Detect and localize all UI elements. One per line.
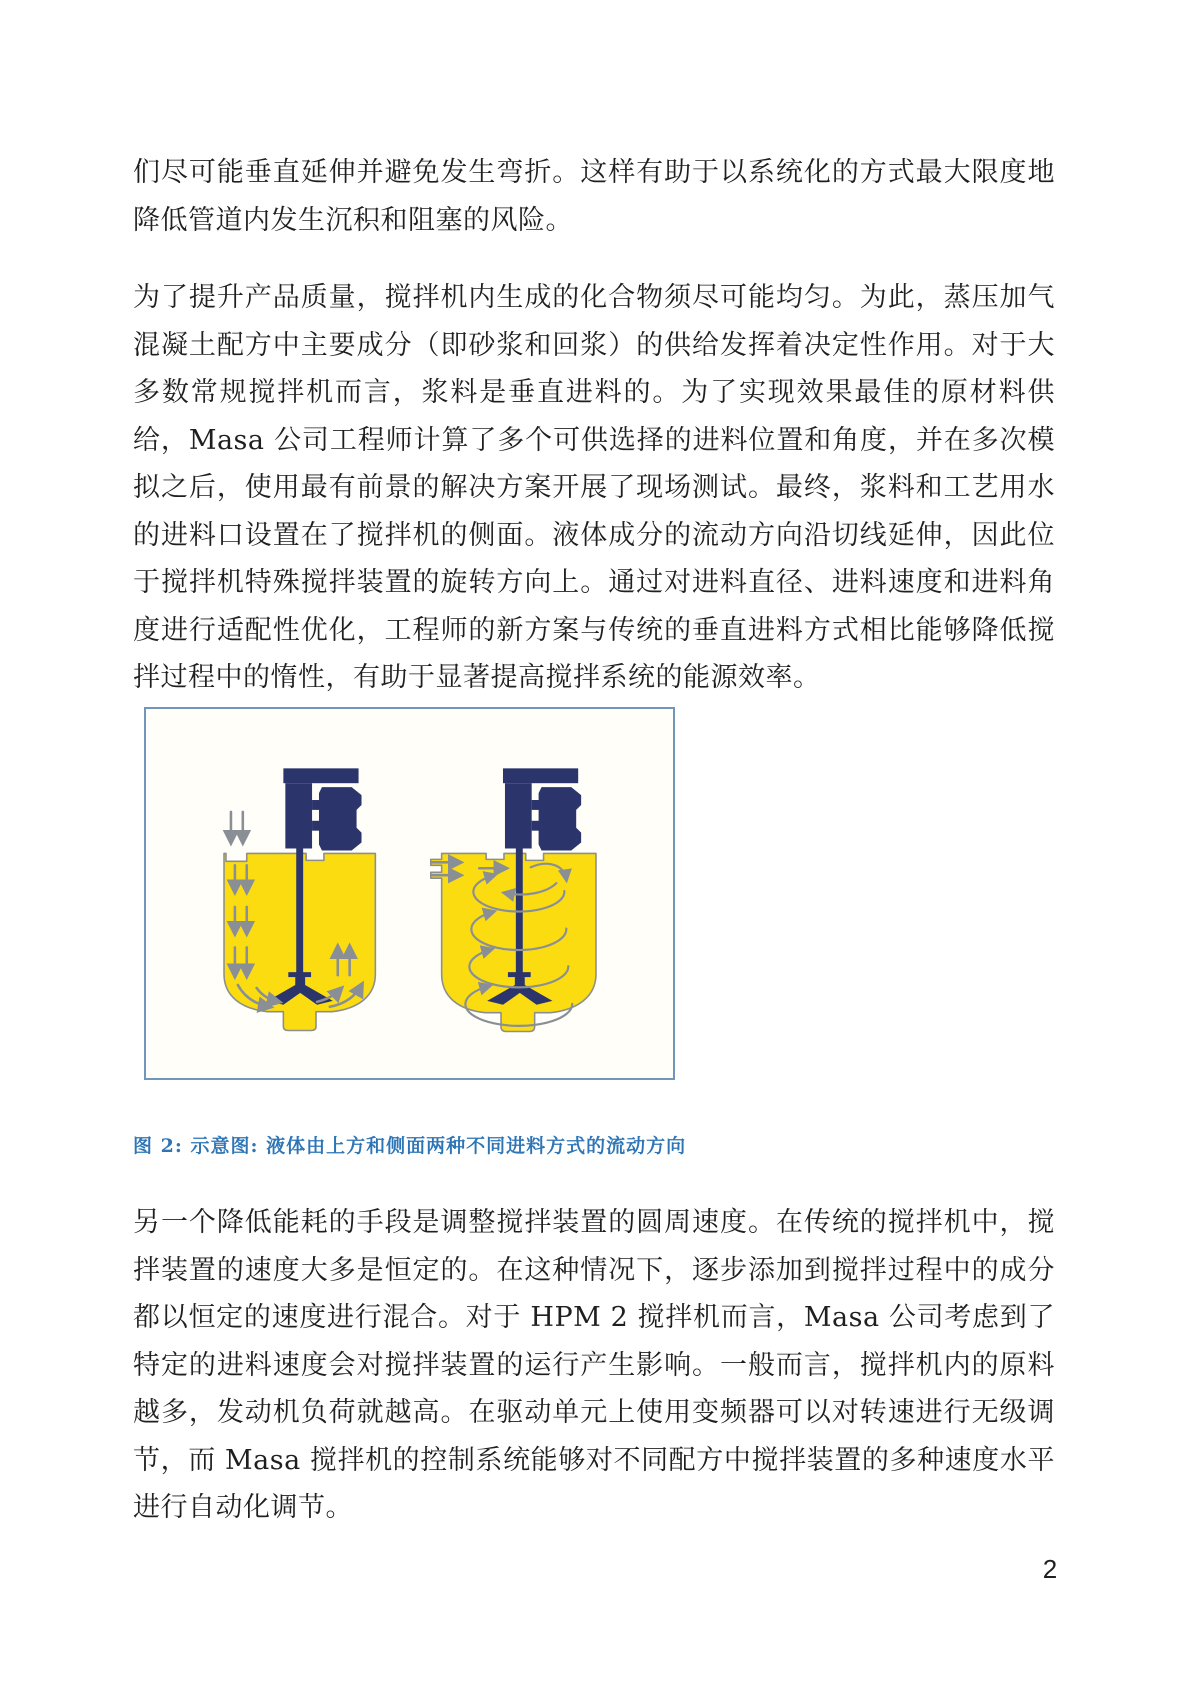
side-feed-mixer [431,768,596,1031]
mixer-shaft-collar [288,972,311,977]
mixer-motor [283,768,361,850]
page-number: 2 [1042,1554,1058,1584]
paragraph: 另一个降低能耗的手段是调整搅拌装置的圆周速度。在传统的搅拌机中，搅拌装置的速度大多是恒定的。在这种情况下，逐步添加到搅拌过程中的成分都以恒定的速度进行混合。对于 HPM 2 搅拌机而言，Masa 公司考虑到了特定的进料速度会对搅拌装置的运行产生影响。一般而言，搅拌机内的原料越多，发动机负荷就越高。在驱动单元上使用变频器可以对转速进行无级调节，而 Masa 搅拌机的控制系统能够对不同配方中搅拌装置的多种速度水平进行自动化调节。 [133,1207,1055,1523]
top-feed-mixer [224,768,375,1030]
figure-caption: 图 2: 示意图: 液体由上方和侧面两种不同进料方式的流动方向 [133,1135,687,1157]
mixer-flow-diagram [146,709,673,1078]
mixer-shaft [296,848,303,983]
mixer-motor [503,768,581,850]
figure-2-frame [144,707,675,1080]
mixer-shaft [516,848,523,983]
paragraph: 为了提升产品质量，搅拌机内生成的化合物须尽可能均匀。为此，蒸压加气混凝土配方中主要成分（即砂浆和回浆）的供给发挥着决定性作用。对于大多数常规搅拌机而言，浆料是垂直进料的。为了实现效果最佳的原材料供给，Masa 公司工程师计算了多个可供选择的进料位置和角度，并在多次模拟之后，使用最有前景的解决方案开展了现场测试。最终，浆料和工艺用水的进料口设置在了搅拌机的侧面。液体成分的流动方向沿切线延伸，因此位于搅拌机特殊搅拌装置的旋转方向上。通过对进料直径、进料速度和进料角度进行适配性优化，工程师的新方案与传统的垂直进料方式相比能够降低搅拌过程中的惰性，有助于显著提高搅拌系统的能源效率。 [133,282,1055,693]
mixer-shaft-collar [508,972,531,977]
paragraph: 们尽可能垂直延伸并避免发生弯折。这样有助于以系统化的方式最大限度地降低管道内发生沉积和阻塞的风险。 [133,157,1055,236]
